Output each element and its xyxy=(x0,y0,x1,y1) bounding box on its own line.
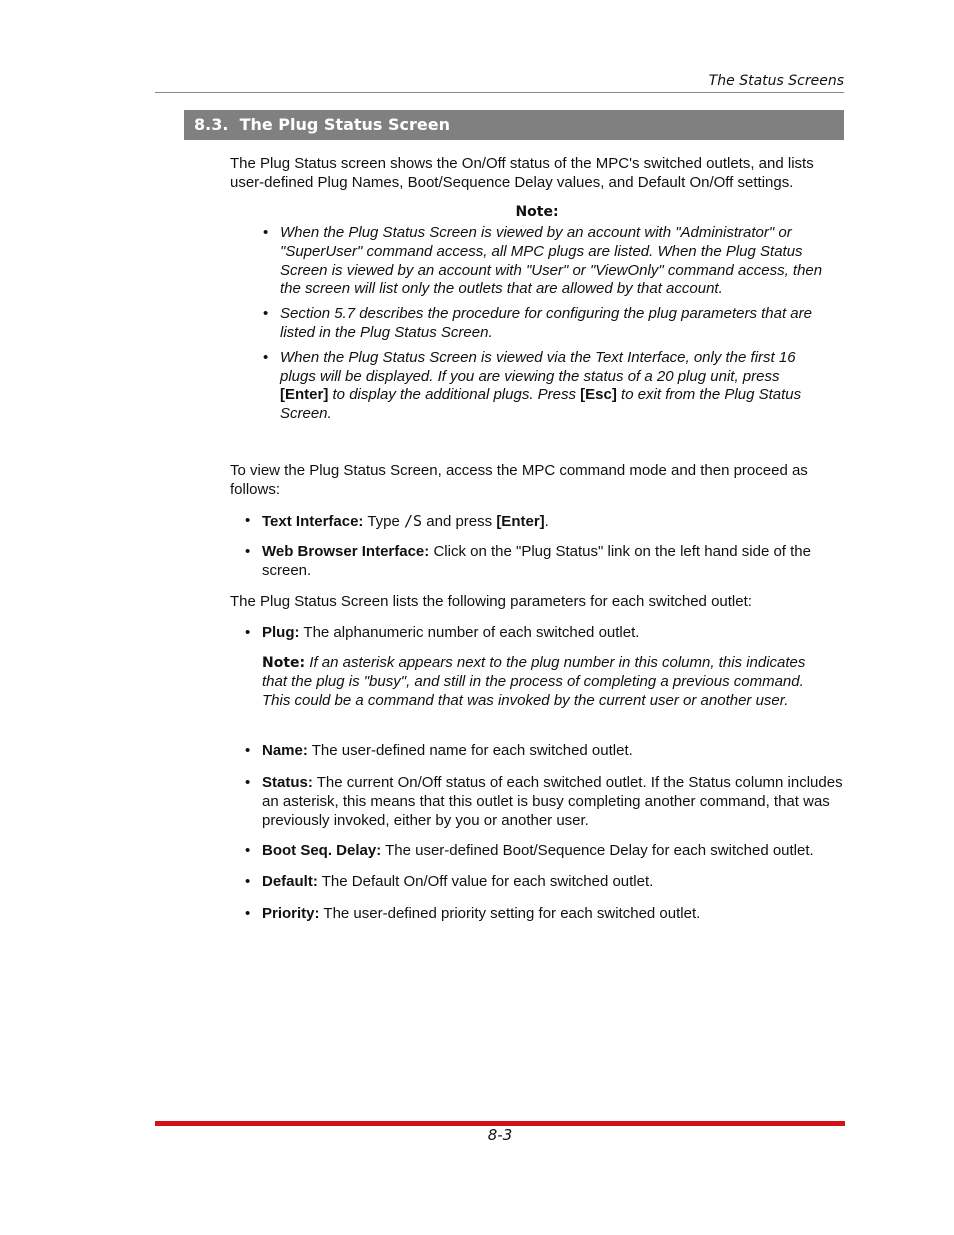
item-text: and press xyxy=(426,513,493,530)
item-text: The user-defined name for each switched outlet. xyxy=(311,742,633,759)
esc-key-label: [Esc] xyxy=(580,386,617,404)
note-item-text: When the Plug Status Screen is viewed via the Text Interface, only the first 16 plugs will be displayed. If you are viewing the status of a 20 plug unit, press xyxy=(280,348,796,385)
section-title xyxy=(194,115,450,134)
item-text: . xyxy=(544,513,549,530)
note-item xyxy=(263,305,823,343)
item-label: Boot Seq. Delay: xyxy=(262,842,382,859)
item-label: Priority: xyxy=(262,905,320,922)
note-list xyxy=(263,224,823,430)
section-heading-bar xyxy=(184,110,844,140)
list-item-boot-seq-delay xyxy=(245,842,845,861)
list-item-text-interface xyxy=(245,512,845,532)
running-header: The Status Screens xyxy=(708,73,844,89)
bullet-icon: • xyxy=(245,842,251,859)
command-text: /S xyxy=(404,512,423,530)
parameter-list xyxy=(245,873,845,892)
item-text: The user-defined priority setting for each switched outlet. xyxy=(323,905,701,922)
parameter-list xyxy=(245,774,845,830)
item-text: The user-defined Boot/Sequence Delay for each switched outlet. xyxy=(385,842,814,859)
note-heading: Note: xyxy=(515,204,559,220)
item-text: The Default On/Off value for each switched outlet. xyxy=(321,873,654,890)
bullet-icon: • xyxy=(245,873,251,890)
item-text: Type xyxy=(367,513,400,530)
parameter-list xyxy=(245,742,845,761)
note-item-text: to exit from the Plug Status Screen. xyxy=(280,386,802,423)
list-item-plug xyxy=(245,624,845,643)
note-text: If an asterisk appears next to the plug number in this column, this indicates that the plug is "busy", and still in the process of completing a previous command. This could be a command that was invoked by the current user or another user. xyxy=(262,654,806,709)
list-item-web-interface xyxy=(245,543,845,581)
parameter-list xyxy=(245,905,845,924)
bullet-icon: • xyxy=(245,624,251,641)
note-item-text: When the Plug Status Screen is viewed by an account with "Administrator" or "SuperUser" command access, all MPC plugs are listed. When the Plug Status Screen is viewed by an account with "User" or "ViewOnly" command access, then the screen will list only the outlets that are allowed by that account. xyxy=(280,224,823,298)
note-item-text: Section 5.7 describes the procedure for configuring the plug parameters that are listed in the Plug Status Screen. xyxy=(280,305,812,341)
note-item xyxy=(263,224,823,299)
list-item-default xyxy=(245,873,845,892)
intro-paragraph: The Plug Status screen shows the On/Off status of the MPC's switched outlets, and lists user-defined Plug Names, Boot/Sequence Delay values, and Default On/Off settings. xyxy=(230,155,814,191)
bullet-icon: • xyxy=(245,512,251,529)
plug-note xyxy=(262,654,822,710)
bullet-icon: • xyxy=(245,774,251,791)
enter-key-label: [Enter] xyxy=(280,386,329,404)
list-item-name xyxy=(245,742,845,761)
note-label: Note: xyxy=(262,655,306,671)
parameter-list xyxy=(245,624,845,643)
bullet-icon: • xyxy=(245,543,251,560)
bullet-icon: • xyxy=(263,305,269,323)
section-number: 8.3. xyxy=(194,115,229,134)
header-rule xyxy=(155,92,844,93)
parameter-list xyxy=(245,842,845,861)
page-number: 8-3 xyxy=(487,1126,513,1144)
enter-key-label: [Enter] xyxy=(496,513,545,530)
item-label: Plug: xyxy=(262,624,300,641)
access-method-list xyxy=(245,543,845,581)
note-item xyxy=(263,349,823,424)
note-item-text: to display the additional plugs. Press xyxy=(328,386,581,404)
item-label: Text Interface: xyxy=(262,513,364,530)
parameters-intro-paragraph: The Plug Status Screen lists the following parameters for each switched outlet: xyxy=(230,593,752,610)
access-method-list xyxy=(245,512,845,532)
bullet-icon: • xyxy=(263,224,269,241)
item-label: Status: xyxy=(262,774,313,791)
list-item-status xyxy=(245,774,845,830)
item-label: Web Browser Interface: xyxy=(262,543,430,560)
item-label: Name: xyxy=(262,742,308,759)
bullet-icon: • xyxy=(245,742,251,759)
item-text: The alphanumeric number of each switched outlet. xyxy=(303,624,640,641)
item-label: Default: xyxy=(262,873,318,890)
bullet-icon: • xyxy=(263,348,269,366)
item-text: Click on the "Plug Status" link on the left hand side of the screen. xyxy=(262,543,811,579)
item-text: The current On/Off status of each switched outlet. If the Status column includes an asterisk, this means that this outlet is busy completing another command, that was previously invoked, either by you or another user. xyxy=(262,774,843,829)
view-instructions-paragraph: To view the Plug Status Screen, access the MPC command mode and then proceed as follows: xyxy=(230,462,808,498)
bullet-icon: • xyxy=(245,905,251,922)
section-title-text: The Plug Status Screen xyxy=(239,115,451,134)
list-item-priority xyxy=(245,905,845,924)
